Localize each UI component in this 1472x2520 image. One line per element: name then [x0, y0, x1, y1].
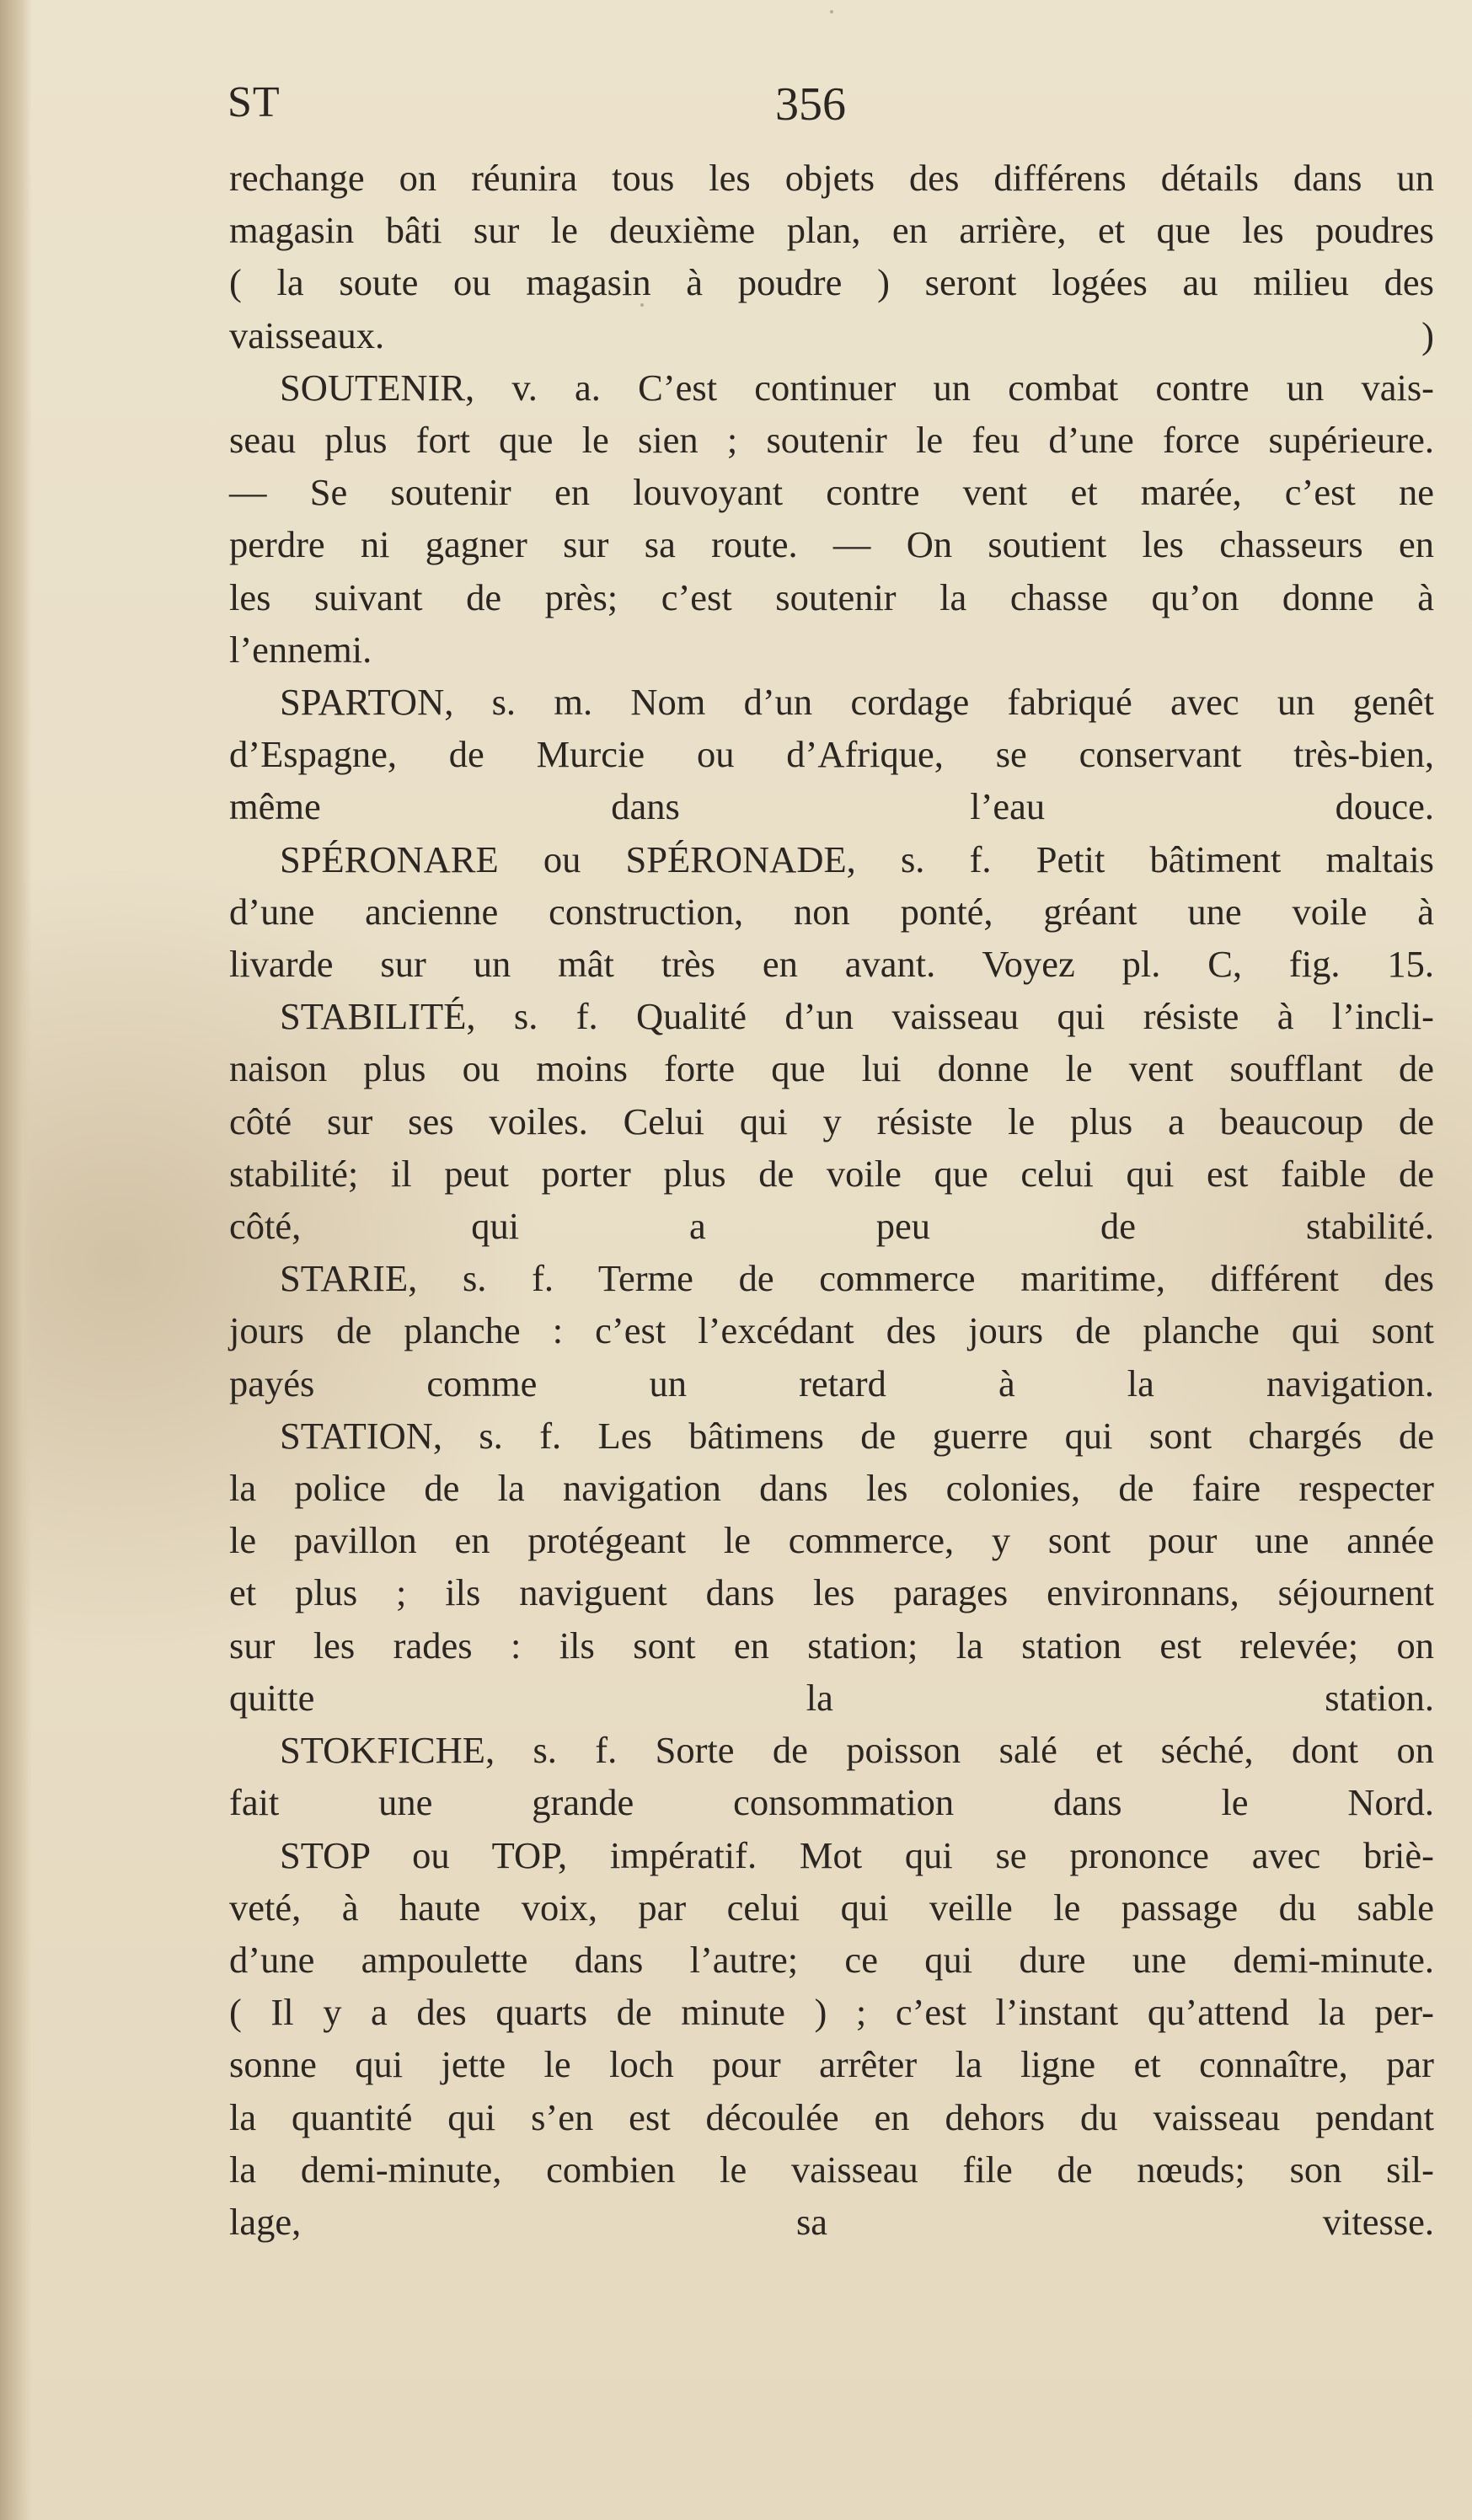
paper-speck [830, 10, 833, 13]
text-line: la police de la navigation dans les colonies, de faire respecter [229, 1467, 1434, 1510]
text-line: d’une ancienne construction, non ponté, gréant une voile à [229, 890, 1434, 933]
text-line: côté, qui a peu de stabilité. [229, 1205, 1434, 1248]
text-line: d’une ampoulette dans l’autre; ce qui dure une demi-minute. [229, 1938, 1434, 1981]
text-line: ( la soute ou magasin à poudre ) seront logées au milieu des [229, 261, 1434, 304]
text-line: vaisseaux. ) [229, 313, 1434, 356]
running-head: ST [227, 78, 281, 126]
page-gutter-shadow [0, 0, 32, 2520]
text-line: l’ennemi. [229, 628, 372, 671]
entry-starie: STARIE, s. f. Terme de commerce maritime, différent des [280, 1257, 1434, 1300]
text-line: côté sur ses voiles. Celui qui y résiste le plus a beaucoup de [229, 1099, 1434, 1142]
entry-soutenir: SOUTENIR, v. a. C’est continuer un combat contre un vais- [280, 366, 1434, 409]
text-line: la quantité qui s’en est découlée en dehors du vaisseau pendant [229, 2095, 1434, 2138]
text-line: sur les rades : ils sont en station; la station est relevée; on [229, 1624, 1434, 1667]
text-line: livarde sur un mât très en avant. Voyez pl. C, fig. 15. [229, 943, 1434, 986]
entry-stop: STOP ou TOP, impératif. Mot qui se prononce avec briè- [280, 1833, 1434, 1876]
text-line: fait une grande consommation dans le Nord. [229, 1781, 1434, 1824]
text-line: magasin bâti sur le deuxième plan, en arrière, et que les poudres [229, 209, 1434, 252]
text-line: les suivant de près; c’est soutenir la chasse qu’on donne à [229, 575, 1434, 618]
page-header [227, 78, 1390, 145]
text-line: sonne qui jette le loch pour arrêter la ligne et connaître, par [229, 2043, 1434, 2086]
text-line: ( Il y a des quarts de minute ) ; c’est l’instant qu’attend la per- [229, 1991, 1434, 2034]
text-line: stabilité; il peut porter plus de voile que celui qui est faible de [229, 1152, 1434, 1195]
text-line: perdre ni gagner sur sa route. — On soutient les chasseurs en [229, 523, 1434, 566]
text-line: et plus ; ils naviguent dans les parages environnans, séjournent [229, 1571, 1434, 1614]
page-number: 356 [775, 78, 846, 131]
text-line: le pavillon en protégeant le commerce, y sont pour une année [229, 1519, 1434, 1562]
dictionary-text [229, 152, 1434, 2248]
entry-stokfiche: STOKFICHE, s. f. Sorte de poisson salé et séché, dont on [280, 1729, 1434, 1772]
text-line: lage, sa vitesse. [229, 2200, 1434, 2243]
text-line: payés comme un retard à la navigation. [229, 1362, 1434, 1404]
entry-station: STATION, s. f. Les bâtimens de guerre qui sont chargés de [280, 1414, 1434, 1457]
text-line: quitte la station. [229, 1676, 1434, 1719]
entry-sparton: SPARTON, s. m. Nom d’un cordage fabriqué avec un genêt [280, 681, 1434, 724]
text-line: rechange on réunira tous les objets des différens détails dans un [229, 157, 1434, 199]
text-line: la demi-minute, combien le vaisseau file de nœuds; son sil- [229, 2148, 1434, 2191]
paper-speck [1372, 1696, 1377, 1701]
text-line: naison plus ou moins forte que lui donne le vent soufflant de [229, 1047, 1434, 1090]
text-line: d’Espagne, de Murcie ou d’Afrique, se conservant très-bien, [229, 733, 1434, 776]
paper-speck [640, 303, 644, 307]
entry-speronare: SPÉRONARE ou SPÉRONADE, s. f. Petit bâtiment maltais [280, 837, 1434, 880]
entry-stabilite: STABILITÉ, s. f. Qualité d’un vaisseau qui résiste à l’incli- [280, 995, 1434, 1038]
text-line: veté, à haute voix, par celui qui veille le passage du sable [229, 1886, 1434, 1929]
text-line: seau plus fort que le sien ; soutenir le feu d’une force supérieure. [229, 419, 1434, 462]
text-line: jours de planche : c’est l’excédant des jours de planche qui sont [229, 1309, 1434, 1352]
text-line: — Se soutenir en louvoyant contre vent et marée, c’est ne [229, 471, 1434, 514]
text-line: même dans l’eau douce. [229, 785, 1434, 828]
